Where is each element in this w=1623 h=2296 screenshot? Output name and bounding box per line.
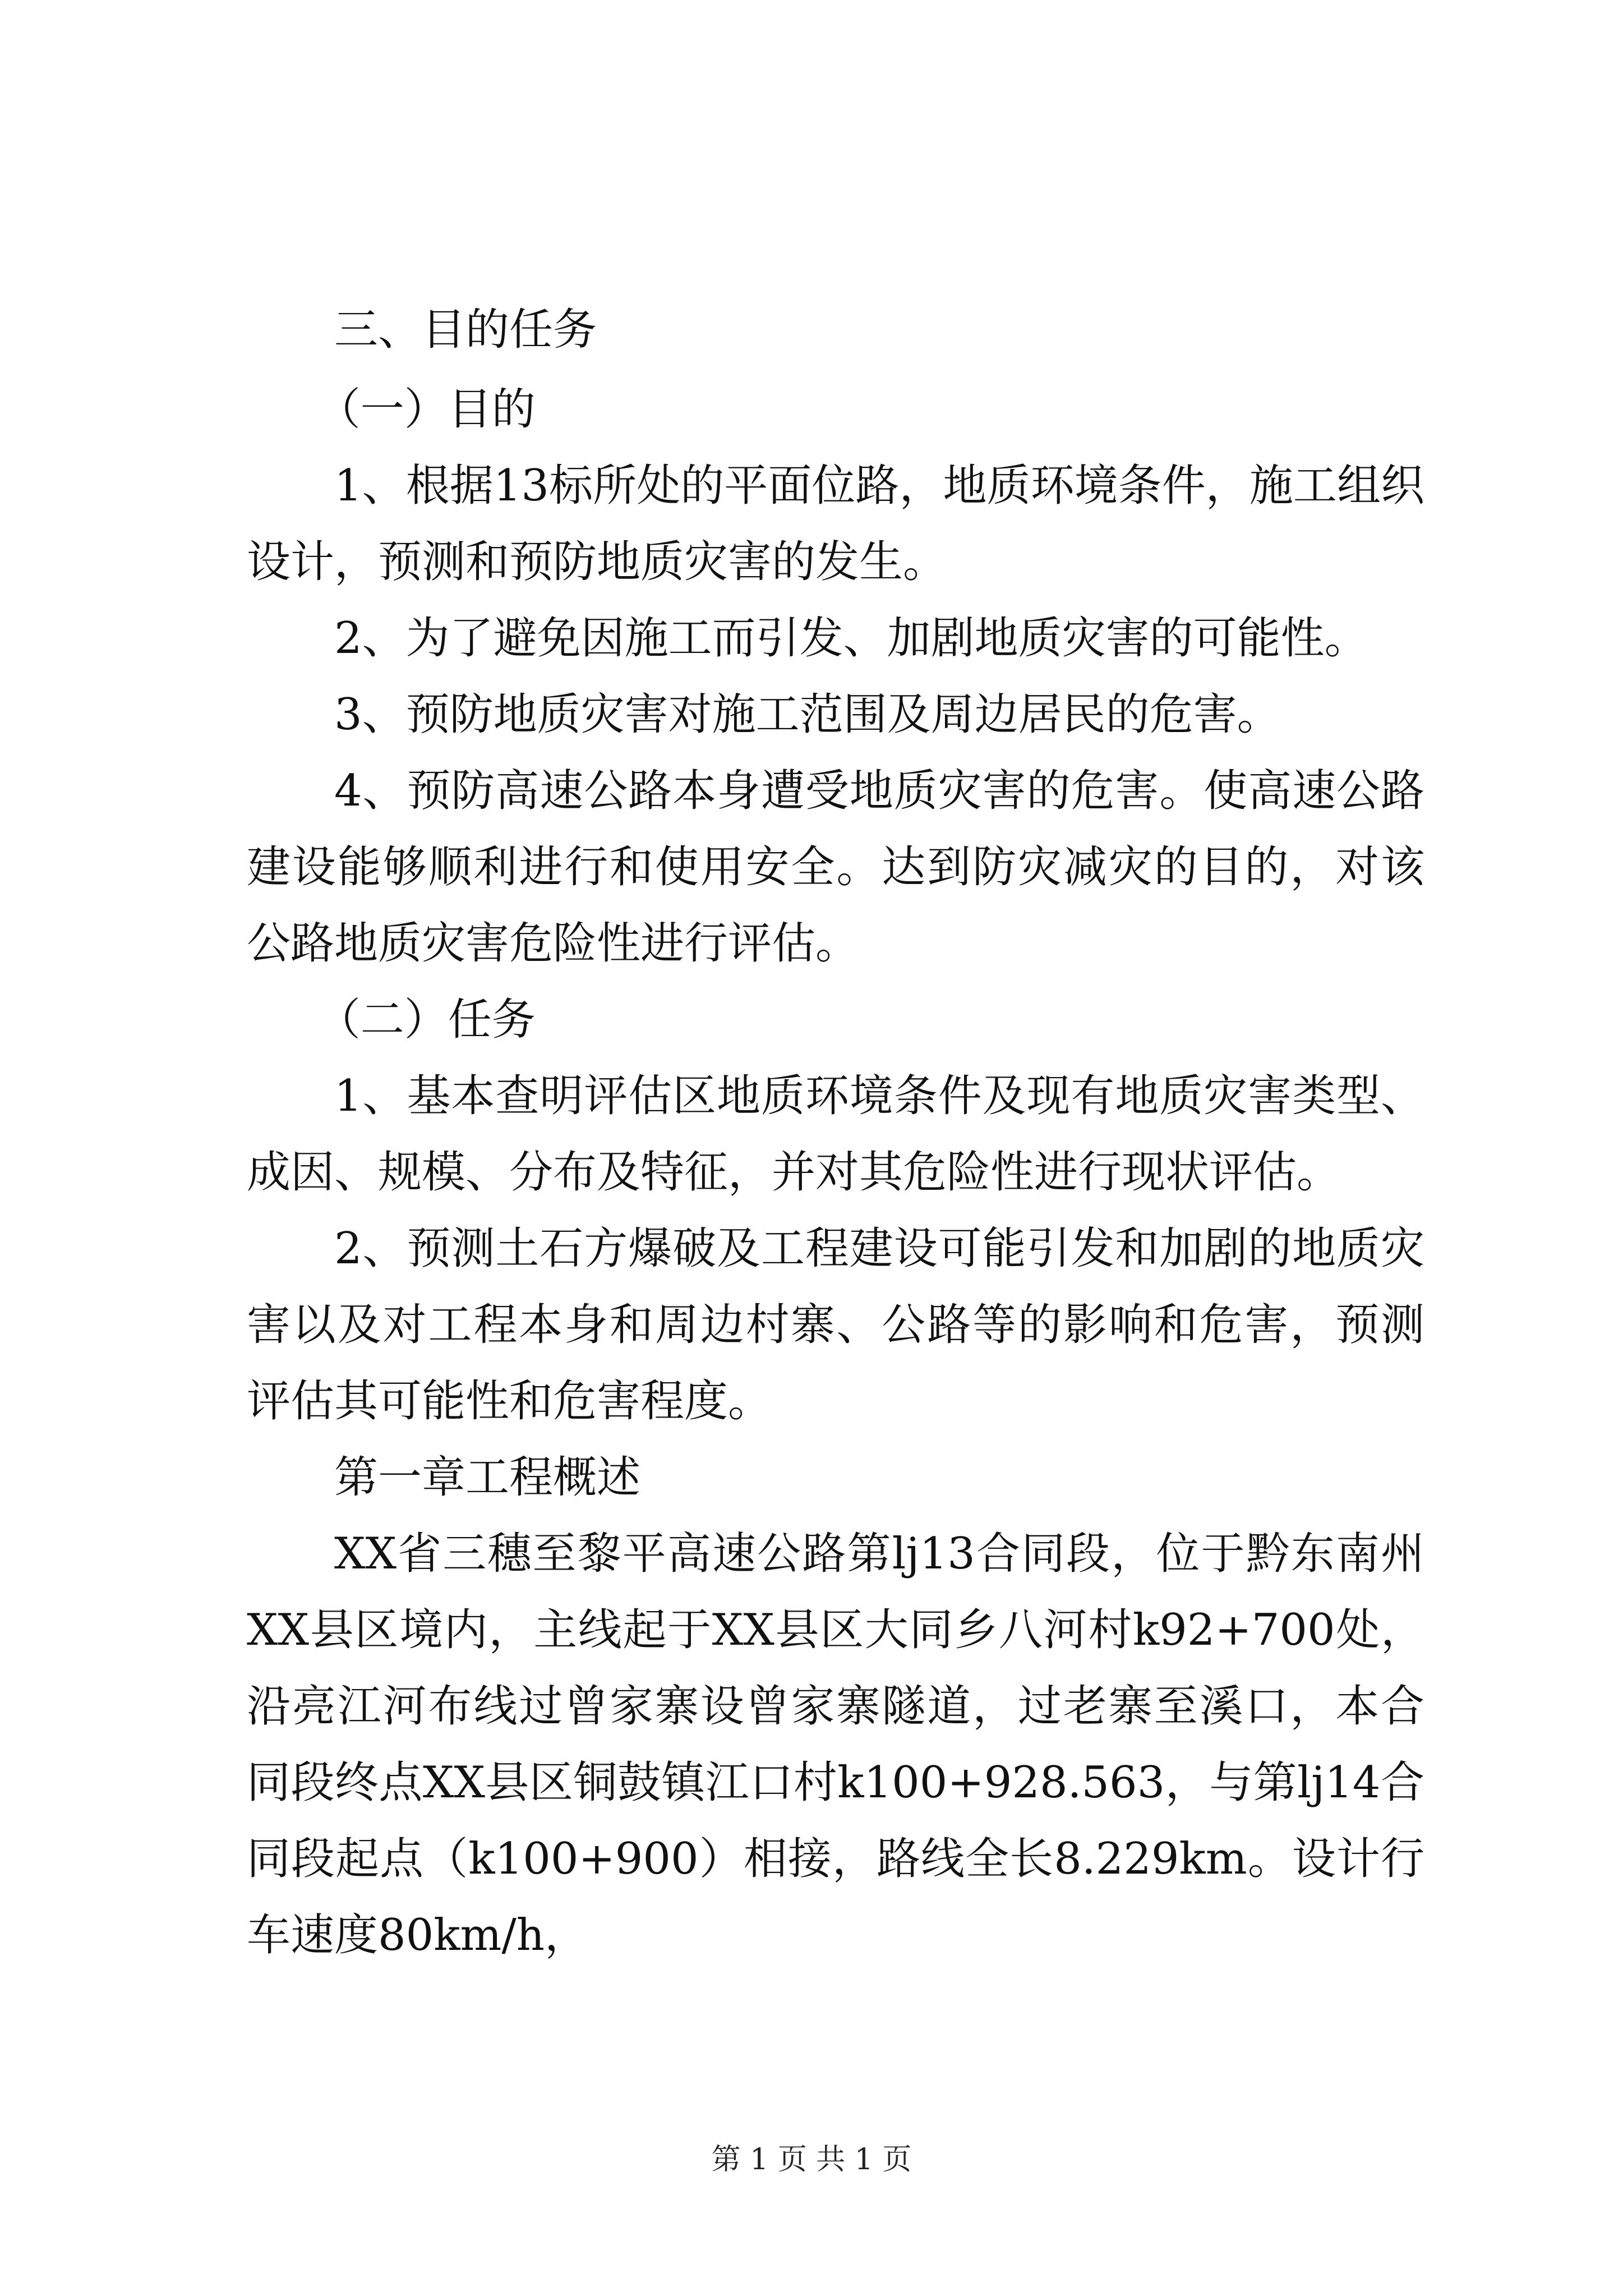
chapter-title: 第一章工程概述: [334, 1452, 641, 1503]
purpose-item-4: 4、预防高速公路本身遭受地质灾害的危害。使高速公路建设能够顺利进行和使用安全。达到防灾减灾的目的，对该公路地质灾害危险性进行评估。: [247, 766, 1424, 969]
document-body: [247, 292, 1424, 1973]
purpose-heading: （一）目的: [316, 384, 536, 435]
task-heading: （二）任务: [316, 995, 536, 1045]
section-title: 三、目的任务: [334, 305, 597, 355]
page-footer: 第 1 页 共 1 页: [711, 2143, 912, 2177]
purpose-item-1: 1、根据13标所处的平面位路，地质环境条件，施工组织设计，预测和预防地质灾害的发生。: [247, 461, 1424, 587]
task-item-2: 2、预测土石方爆破及工程建设可能引发和加剧的地质灾害以及对工程本身和周边村寨、公路等的影响和危害，预测评估其可能性和危害程度。: [247, 1223, 1424, 1427]
overview-paragraph: XX省三穗至黎平高速公路第lj13合同段，位于黔东南州XX县区境内，主线起于XX县区大同乡八河村k92+700处，沿亮江河布线过曾家寨设曾家寨隧道，过老寨至溪口，本合同段终点XX县区铜鼓镇江口村k100+928.563，与第lj14合同段起点（k100+900）相接，路线全长8.229km。设计行车速度80km/h，: [247, 1529, 1424, 1961]
task-item-1: 1、基本查明评估区地质环境条件及现有地质灾害类型、成因、规模、分布及特征，并对其危险性进行现状评估。: [247, 1071, 1424, 1198]
purpose-item-3: 3、预防地质灾害对施工范围及周边居民的危害。: [334, 689, 1281, 740]
purpose-item-2: 2、为了避免因施工而引发、加剧地质灾害的可能性。: [334, 613, 1368, 664]
